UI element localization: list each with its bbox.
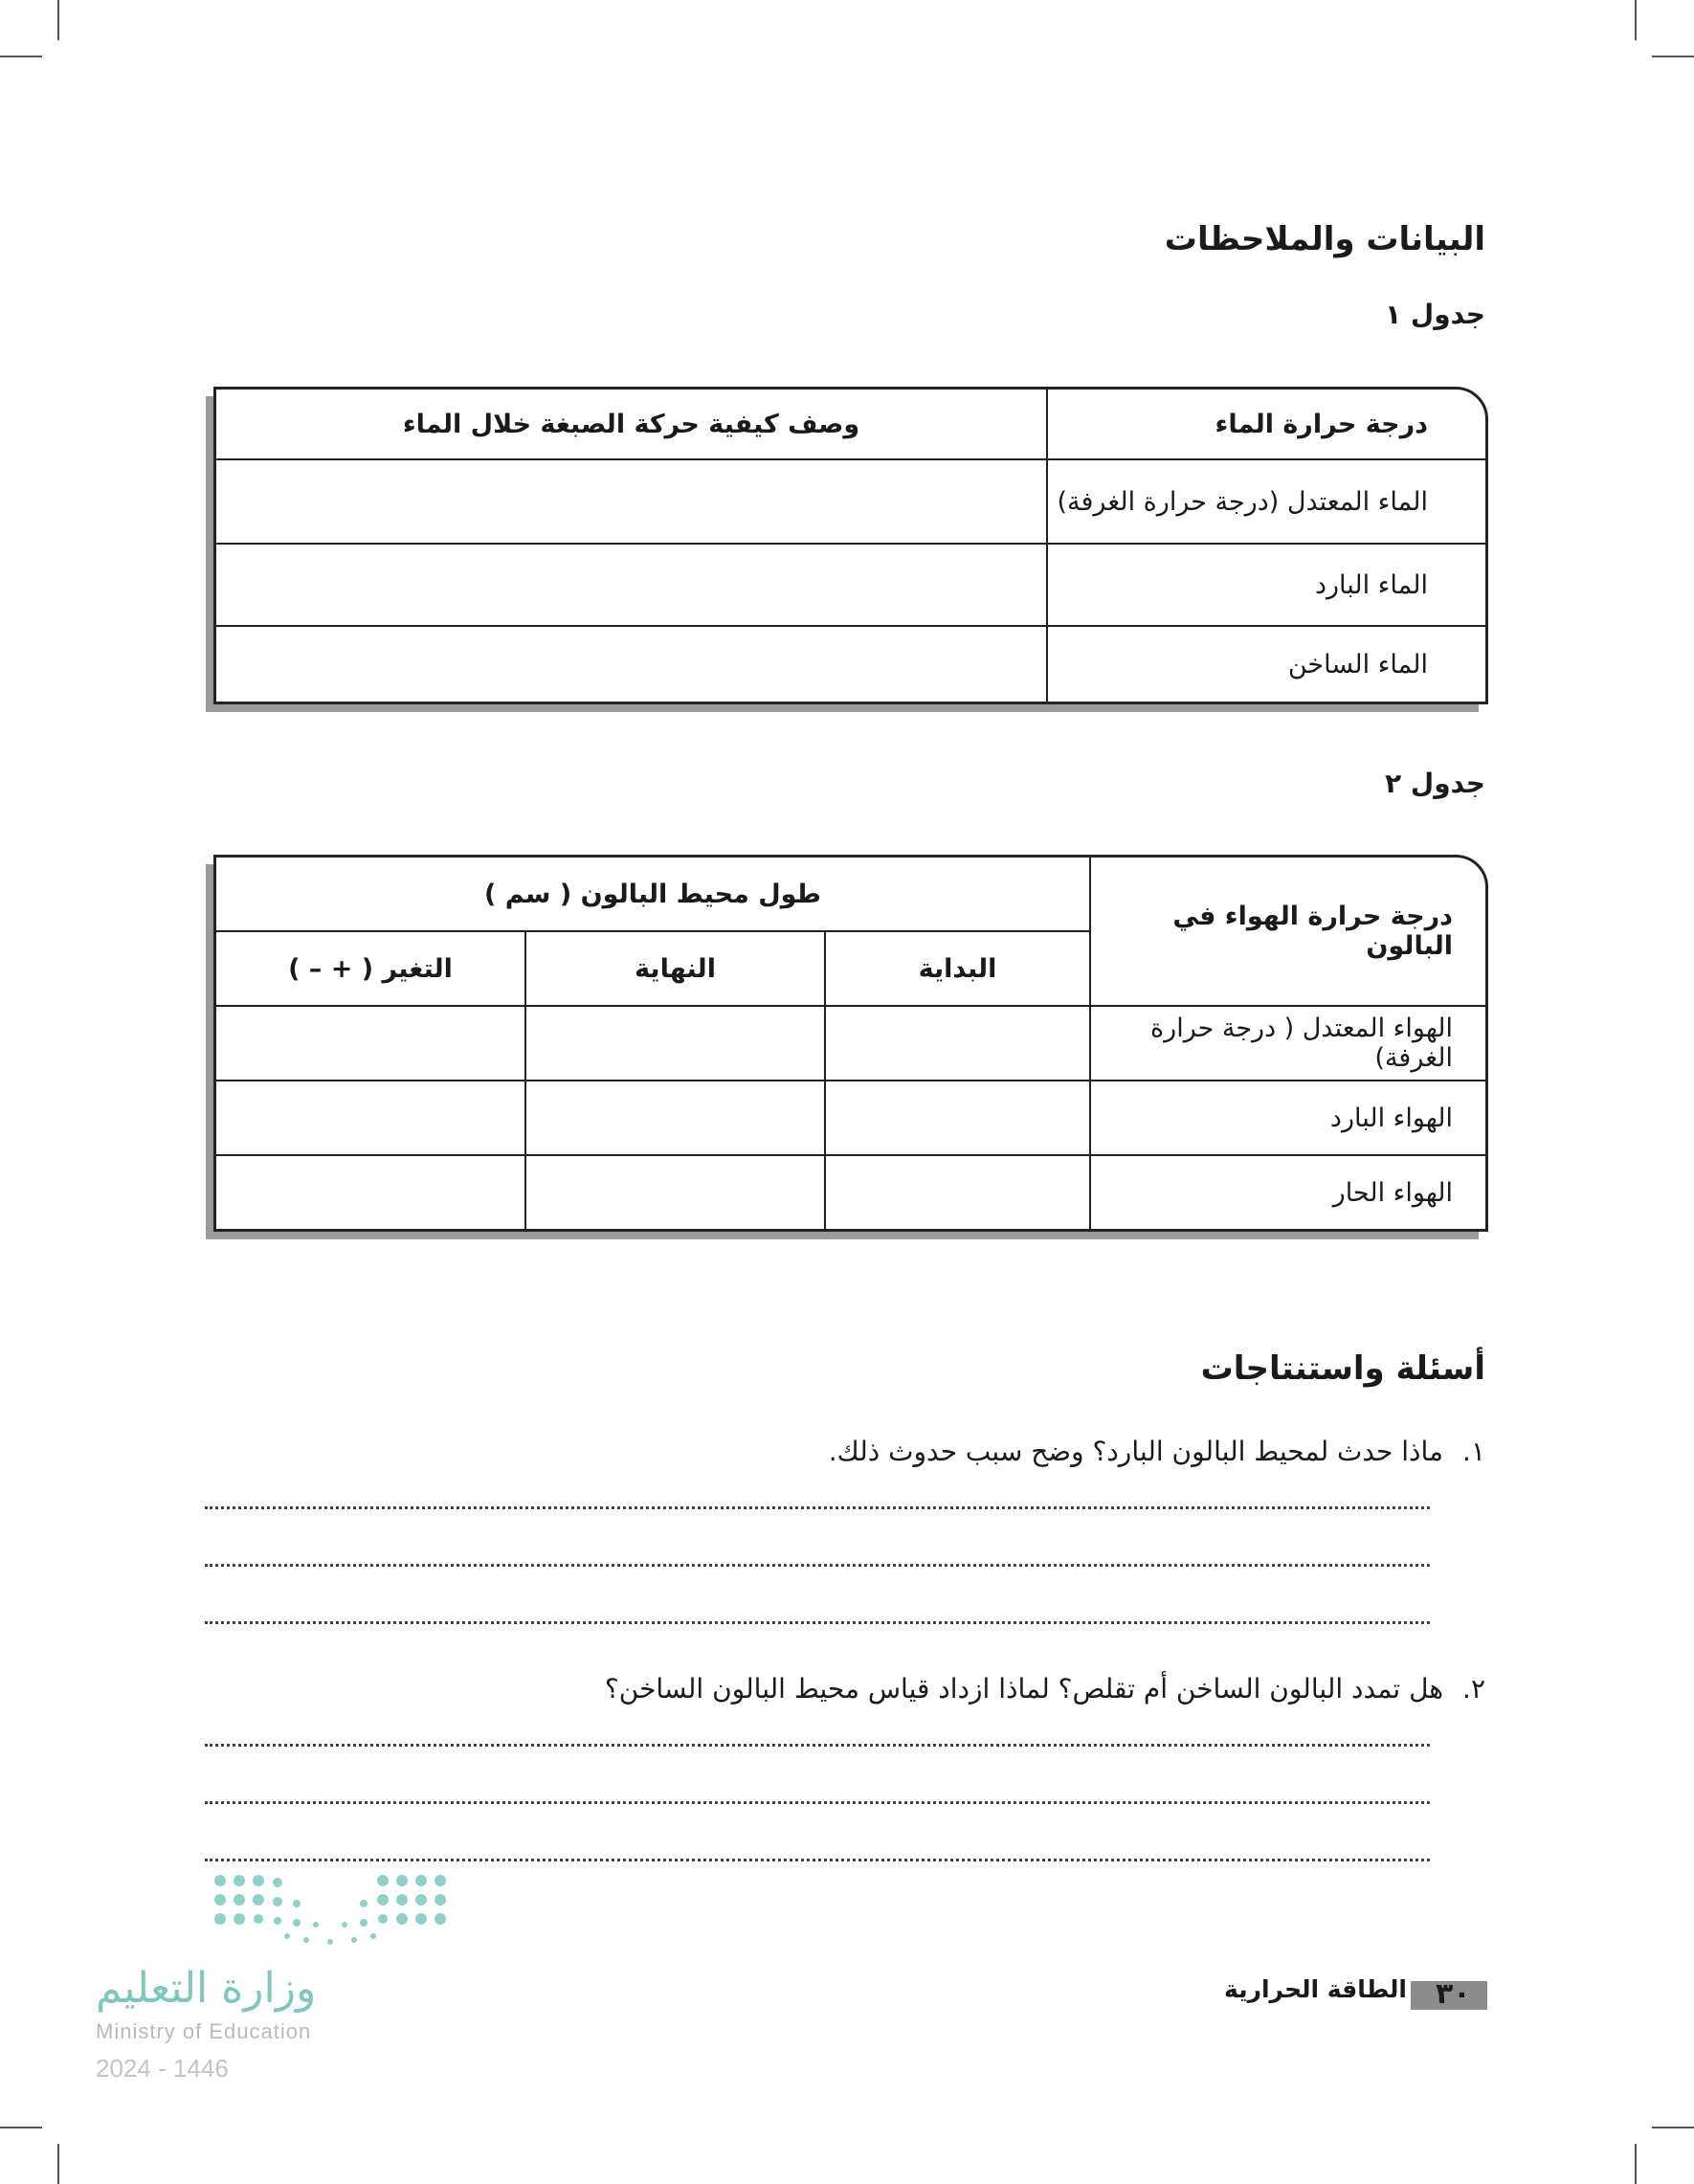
answer-line[interactable] (205, 1744, 1430, 1747)
table2-answer-cell[interactable] (216, 1081, 524, 1154)
table2-subheader-start: البداية (918, 953, 997, 984)
answer-line[interactable] (205, 1859, 1430, 1861)
question-number: ٢. (1462, 1673, 1485, 1705)
table2-answer-cell[interactable] (216, 1156, 524, 1229)
table2-row-label: الهواء الحار (1332, 1177, 1453, 1208)
question-number: ١. (1462, 1436, 1485, 1467)
table1-answer-cell[interactable] (216, 460, 1046, 543)
table1-row-label: الماء البارد (1314, 569, 1428, 600)
table2-row-label: الهواء المعتدل ( درجة حرارة الغرفة) (1150, 1014, 1453, 1073)
table2-answer-cell[interactable] (826, 1081, 1089, 1154)
question-text: هل تمدد البالون الساخن أم تقلص؟ لماذا ازداد قياس محيط البالون الساخن؟ (604, 1673, 1444, 1705)
table2-answer-cell[interactable] (526, 1081, 824, 1154)
section-title-questions: أسئلة واستنتاجات (1200, 1349, 1485, 1388)
ministry-logo-dots (211, 1871, 450, 1948)
crop-mark (57, 0, 59, 40)
table2-header-air-temp: درجة حرارة الهواء في البالون (1172, 902, 1453, 961)
crop-mark (1635, 2144, 1637, 2184)
table2-subheader-change: التغير ( + – ) (288, 953, 453, 984)
crop-mark (0, 2127, 42, 2128)
table1 (206, 387, 1488, 712)
table1-row-label: الماء الساخن (1287, 649, 1428, 680)
table1-answer-cell[interactable] (216, 545, 1046, 625)
table2-row-label: الهواء البارد (1329, 1103, 1453, 1133)
table2 (206, 855, 1488, 1239)
edition-year: 2024 - 1446 (96, 2054, 229, 2083)
table2-answer-cell[interactable] (826, 1156, 1089, 1229)
table1-answer-cell[interactable] (216, 627, 1046, 702)
answer-line[interactable] (205, 1801, 1430, 1804)
answer-line[interactable] (205, 1506, 1430, 1509)
table2-answer-cell[interactable] (526, 1007, 824, 1080)
table1-header-water-temp: درجة حرارة الماء (1215, 409, 1428, 439)
page-number: ٣٠ (1436, 1977, 1471, 2011)
crop-mark (1635, 0, 1637, 40)
table2-answer-cell[interactable] (826, 1007, 1089, 1080)
crop-mark (57, 2144, 59, 2184)
table1-header-dye-description: وصف كيفية حركة الصبغة خلال الماء (402, 409, 860, 439)
table2-caption: جدول ٢ (1385, 768, 1485, 799)
table1-row-label: الماء المعتدل (درجة حرارة الغرفة) (1057, 486, 1428, 517)
crop-mark (1652, 56, 1694, 57)
question-2 (191, 1673, 1485, 1713)
ministry-name-english: Ministry of Education (96, 2019, 312, 2043)
table1-caption: جدول ١ (1385, 299, 1485, 330)
table2-subheader-end: النهاية (635, 953, 716, 984)
chapter-title: الطاقة الحرارية (1224, 1975, 1407, 2003)
section-title-data: البيانات والملاحظات (1164, 220, 1485, 258)
answer-line[interactable] (205, 1621, 1430, 1624)
crop-mark (1652, 2127, 1694, 2128)
ministry-name-arabic: وزارة التعليم (96, 1964, 317, 2013)
table2-header-circumference: طول محيط البالون ( سم ) (484, 879, 821, 909)
answer-line[interactable] (205, 1564, 1430, 1567)
table2-answer-cell[interactable] (526, 1156, 824, 1229)
table2-answer-cell[interactable] (216, 1007, 524, 1080)
question-text: ماذا حدث لمحيط البالون البارد؟ وضح سبب حدوث ذلك. (828, 1436, 1444, 1467)
crop-mark (0, 56, 42, 57)
question-1 (191, 1436, 1485, 1476)
